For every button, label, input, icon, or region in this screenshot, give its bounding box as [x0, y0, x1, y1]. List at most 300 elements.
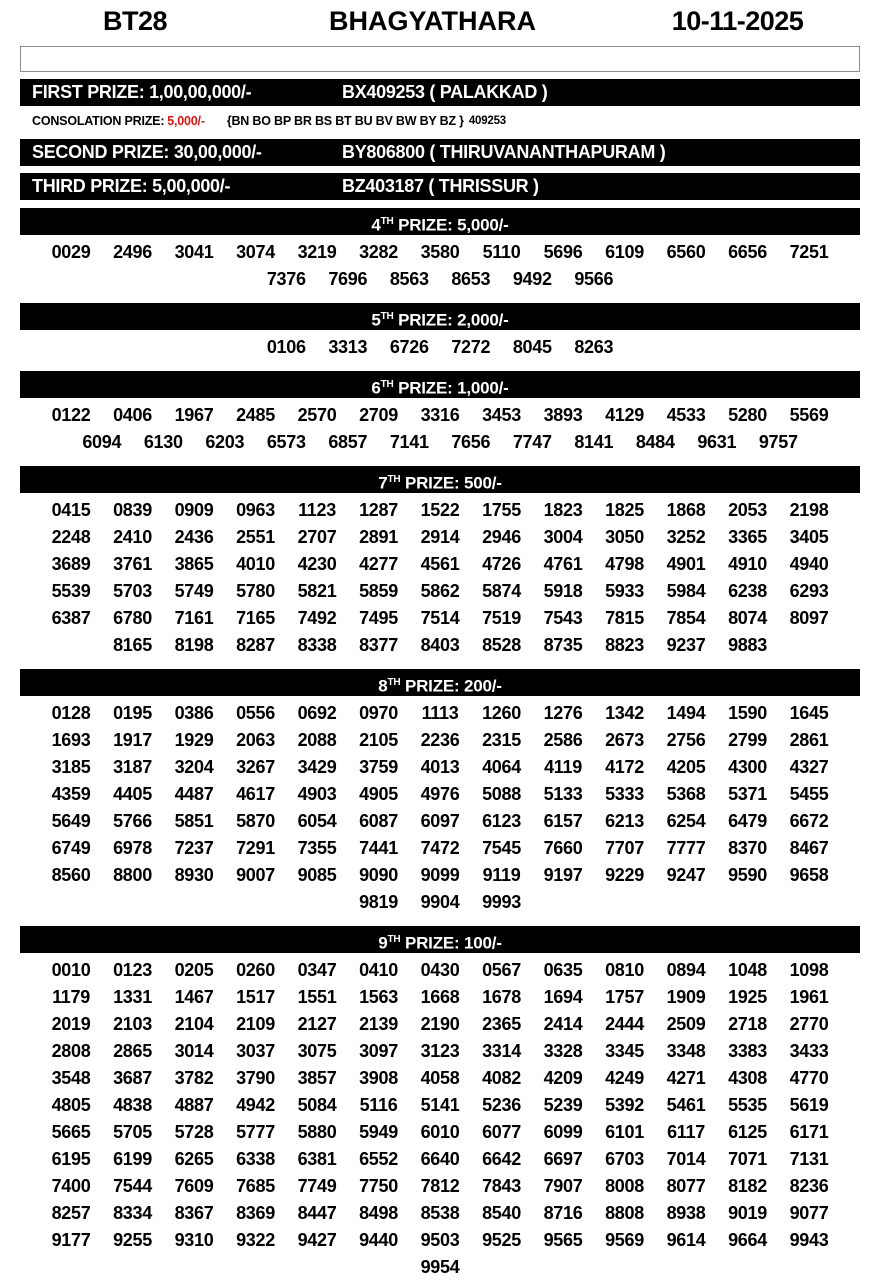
- prize-number: 0839: [113, 500, 152, 520]
- prize-number: 2063: [236, 730, 275, 750]
- prize-number: 5535: [728, 1095, 767, 1115]
- prize-number: 7545: [482, 838, 521, 858]
- prize-ordinal-suffix: TH: [380, 379, 394, 390]
- prize-number: 8182: [728, 1176, 767, 1196]
- prize-number: 1917: [113, 730, 152, 750]
- prize-number: 4209: [543, 1068, 583, 1088]
- prize-number: 1494: [666, 703, 706, 723]
- second-prize-bar: [20, 139, 860, 166]
- prize-number: 3580: [420, 242, 460, 262]
- prize-ordinal-suffix: TH: [387, 474, 401, 485]
- prize-number: 7656: [451, 432, 491, 452]
- prize-number: 1868: [666, 500, 706, 520]
- prize-number: 8808: [605, 1203, 644, 1223]
- prize-number: 0909: [174, 500, 214, 520]
- prize-number: 3548: [51, 1068, 91, 1088]
- prize-number: 2088: [297, 730, 337, 750]
- prize-number: 5780: [236, 581, 275, 601]
- prize-ordinal-suffix: TH: [380, 216, 394, 227]
- prize-section-header-9: [20, 926, 860, 953]
- prize-number: 3187: [113, 757, 152, 777]
- prize-number: 5084: [297, 1095, 337, 1115]
- result-title-row: [20, 0, 860, 44]
- prize-sections: [20, 208, 860, 1283]
- prize-number: 9954: [420, 1257, 460, 1277]
- prize-number: 9757: [758, 432, 798, 452]
- prize-number: 7815: [605, 608, 644, 628]
- prize-number: 6171: [789, 1122, 829, 1142]
- prize-number: 8735: [543, 635, 583, 655]
- prize-number: 3185: [51, 757, 91, 777]
- prize-number: 1823: [543, 500, 583, 520]
- prize-section-header-4: [20, 208, 860, 235]
- prize-number: 8008: [605, 1176, 644, 1196]
- prize-number: 6640: [420, 1149, 460, 1169]
- prize-number: 3865: [174, 554, 214, 574]
- prize-number: 2198: [789, 500, 829, 520]
- prize-number: 1929: [174, 730, 214, 750]
- prize-ordinal: 9: [378, 933, 388, 953]
- prize-number: 7609: [174, 1176, 214, 1196]
- prize-number: 0386: [174, 703, 214, 723]
- prize-number: 4058: [420, 1068, 460, 1088]
- prize-number: 9247: [666, 865, 706, 885]
- prize-number: 6479: [728, 811, 767, 831]
- prize-number: 2127: [297, 1014, 337, 1034]
- prize-section-header-6: [20, 371, 860, 398]
- prize-number: 3429: [297, 757, 337, 777]
- prize-number: 9322: [236, 1230, 275, 1250]
- prize-number: 2673: [605, 730, 644, 750]
- prize-number: 5088: [482, 784, 521, 804]
- prize-number: 9993: [482, 892, 521, 912]
- prize-number: 8257: [51, 1203, 91, 1223]
- prize-number: 3004: [543, 527, 583, 547]
- prize-number: 1551: [297, 987, 337, 1007]
- prize-number: 4798: [605, 554, 644, 574]
- prize-number: 6780: [113, 608, 152, 628]
- prize-number: 4172: [605, 757, 644, 777]
- prize-number: 4942: [236, 1095, 275, 1115]
- prize-number: 6560: [666, 242, 706, 262]
- prize-number-grid-4: [20, 235, 860, 295]
- prize-number: 5777: [236, 1122, 275, 1142]
- first-prize-label: FIRST PRIZE: 1,00,00,000/-: [32, 82, 252, 102]
- consolation-number: 409253: [468, 114, 507, 127]
- prize-number: 7291: [236, 838, 275, 858]
- prize-number: 8370: [728, 838, 767, 858]
- number-row: [20, 889, 860, 916]
- number-row: [20, 524, 860, 551]
- number-row: [20, 754, 860, 781]
- number-row: [20, 808, 860, 835]
- prize-number: 7251: [789, 242, 829, 262]
- prize-number: 6387: [51, 608, 91, 628]
- prize-number: 7685: [236, 1176, 275, 1196]
- prize-number: 9427: [297, 1230, 337, 1250]
- prize-number: 1123: [298, 500, 336, 520]
- prize-number: 6338: [236, 1149, 275, 1169]
- third-prize-ticket: BZ403187 ( THRISSUR ): [342, 176, 539, 196]
- number-row: [20, 835, 860, 862]
- prize-number: 8938: [666, 1203, 706, 1223]
- prize-number: 9590: [728, 865, 767, 885]
- prize-number: 3433: [789, 1041, 829, 1061]
- prize-number: 1331: [113, 987, 152, 1007]
- number-row: [20, 727, 860, 754]
- number-row: [20, 1119, 860, 1146]
- prize-number: 7441: [359, 838, 398, 858]
- prize-number: 7272: [451, 337, 491, 357]
- prize-number: 9440: [359, 1230, 398, 1250]
- prize-number: 6726: [389, 337, 429, 357]
- prize-number: 5880: [297, 1122, 337, 1142]
- prize-number: 5333: [605, 784, 644, 804]
- prize-number: 5665: [51, 1122, 91, 1142]
- prize-number: 9007: [236, 865, 275, 885]
- prize-number: 3075: [297, 1041, 337, 1061]
- prize-ordinal-suffix: TH: [380, 311, 394, 322]
- prize-ordinal: 7: [378, 473, 388, 493]
- prize-number: 9229: [605, 865, 644, 885]
- prize-number: 1590: [728, 703, 767, 723]
- prize-number: 5859: [359, 581, 398, 601]
- prize-number: 8045: [512, 337, 552, 357]
- prize-number: 6573: [266, 432, 306, 452]
- prize-number: 2053: [728, 500, 767, 520]
- prize-number: 0963: [236, 500, 275, 520]
- prize-number: 1757: [605, 987, 644, 1007]
- prize-number: 2019: [51, 1014, 91, 1034]
- number-row: [20, 1038, 860, 1065]
- number-row: [20, 402, 860, 429]
- prize-number: 6238: [728, 581, 767, 601]
- prize-number: 2891: [359, 527, 398, 547]
- consolation-amount: 5,000/-: [167, 113, 205, 128]
- prize-number: 1645: [789, 703, 829, 723]
- number-row: [20, 781, 860, 808]
- prize-ordinal-suffix: TH: [387, 677, 401, 688]
- prize-number: 2756: [666, 730, 706, 750]
- prize-number: 7514: [420, 608, 460, 628]
- prize-number: 5116: [359, 1095, 398, 1115]
- prize-number: 9099: [420, 865, 460, 885]
- prize-number: 8165: [113, 635, 152, 655]
- prize-number: 6087: [359, 811, 398, 831]
- prize-amount-label: PRIZE: 2,000/-: [393, 310, 509, 330]
- prize-ordinal-suffix: TH: [387, 934, 401, 945]
- prize-number: 7495: [359, 608, 398, 628]
- prize-number: 5851: [174, 811, 214, 831]
- prize-number: 2444: [605, 1014, 644, 1034]
- prize-number: 5870: [236, 811, 275, 831]
- prize-number: 8077: [666, 1176, 706, 1196]
- prize-number: 5984: [666, 581, 706, 601]
- prize-number: 8823: [605, 635, 644, 655]
- prize-number: 1113: [421, 703, 459, 723]
- prize-number: 8560: [51, 865, 91, 885]
- prize-number: 4205: [666, 757, 706, 777]
- prize-number: 0556: [236, 703, 275, 723]
- number-row: [20, 551, 860, 578]
- number-row: [20, 957, 860, 984]
- prize-number: 2707: [297, 527, 337, 547]
- number-row: [20, 1200, 860, 1227]
- prize-number: 8287: [236, 635, 275, 655]
- prize-amount-label: PRIZE: 5,000/-: [393, 215, 509, 235]
- prize-number: 2861: [789, 730, 829, 750]
- prize-ordinal: 5: [371, 310, 381, 330]
- prize-number: 0567: [482, 960, 521, 980]
- number-row: [20, 1254, 860, 1281]
- prize-number: 5461: [666, 1095, 706, 1115]
- prize-number: 3383: [728, 1041, 767, 1061]
- prize-number: 8263: [574, 337, 614, 357]
- prize-number: 7749: [297, 1176, 337, 1196]
- prize-number: 9943: [789, 1230, 829, 1250]
- number-row: [20, 1173, 860, 1200]
- notice-box: [20, 46, 860, 72]
- prize-number: 7400: [51, 1176, 91, 1196]
- prize-number: 7472: [420, 838, 460, 858]
- prize-number: 7696: [328, 269, 368, 289]
- prize-number: 0195: [113, 703, 152, 723]
- prize-number: 3316: [420, 405, 460, 425]
- prize-number: 1967: [174, 405, 214, 425]
- prize-number: 2109: [236, 1014, 275, 1034]
- prize-number: 4887: [174, 1095, 214, 1115]
- prize-number: 3219: [297, 242, 337, 262]
- prize-number: 3123: [420, 1041, 460, 1061]
- prize-number: 8447: [297, 1203, 337, 1223]
- prize-number: 5874: [482, 581, 521, 601]
- prize-number: 4230: [297, 554, 337, 574]
- prize-number: 1342: [605, 703, 644, 723]
- prize-number: 1048: [728, 960, 767, 980]
- prize-number: 2414: [543, 1014, 583, 1034]
- prize-number: 3790: [236, 1068, 275, 1088]
- prize-number: 4761: [543, 554, 583, 574]
- number-row: [20, 1011, 860, 1038]
- prize-number: 3782: [174, 1068, 214, 1088]
- prize-number: 7376: [266, 269, 306, 289]
- prize-number: 4805: [51, 1095, 91, 1115]
- prize-number: 3267: [236, 757, 275, 777]
- prize-number: 5371: [728, 784, 767, 804]
- prize-number: 3041: [174, 242, 214, 262]
- prize-number: 9503: [420, 1230, 460, 1250]
- prize-number: 2485: [236, 405, 275, 425]
- prize-number: 8930: [174, 865, 214, 885]
- prize-number: 1694: [543, 987, 583, 1007]
- prize-number: 9177: [51, 1230, 91, 1250]
- prize-number: 3908: [359, 1068, 398, 1088]
- prize-number: 9569: [605, 1230, 644, 1250]
- prize-number: 0894: [666, 960, 706, 980]
- prize-number: 5110: [482, 242, 521, 262]
- prize-number: 3365: [728, 527, 767, 547]
- number-row: [20, 862, 860, 889]
- prize-number: 8540: [482, 1203, 521, 1223]
- prize-number: 5619: [789, 1095, 829, 1115]
- prize-number: 7071: [728, 1149, 767, 1169]
- prize-number: 7843: [482, 1176, 521, 1196]
- prize-number: 5280: [728, 405, 767, 425]
- prize-number: 7355: [297, 838, 337, 858]
- prize-number: 5918: [543, 581, 583, 601]
- prize-number: 8074: [728, 608, 767, 628]
- second-prize-label: SECOND PRIZE: 30,00,000/-: [32, 142, 262, 162]
- prize-number: 7543: [543, 608, 583, 628]
- prize-number: 0410: [359, 960, 398, 980]
- prize-number: 5705: [113, 1122, 152, 1142]
- prize-number: 3761: [113, 554, 152, 574]
- prize-number: 1467: [174, 987, 214, 1007]
- prize-number: 9819: [359, 892, 398, 912]
- prize-number: 9085: [297, 865, 337, 885]
- prize-number: 9310: [174, 1230, 214, 1250]
- prize-number: 7812: [420, 1176, 460, 1196]
- prize-number: 5933: [605, 581, 644, 601]
- prize-number: 3453: [482, 405, 521, 425]
- prize-number: 3687: [113, 1068, 152, 1088]
- prize-number: 3014: [174, 1041, 214, 1061]
- prize-number: 8141: [574, 432, 614, 452]
- prize-number: 5649: [51, 811, 91, 831]
- second-prize-ticket: BY806800 ( THIRUVANANTHAPURAM ): [342, 142, 666, 162]
- prize-number: 2570: [297, 405, 337, 425]
- prize-number: 1909: [666, 987, 706, 1007]
- prize-number: 2865: [113, 1041, 152, 1061]
- prize-section-header-8: [20, 669, 860, 696]
- prize-number: 8716: [543, 1203, 583, 1223]
- prize-number: 3857: [297, 1068, 337, 1088]
- prize-number: 6109: [605, 242, 644, 262]
- prize-number: 8338: [297, 635, 337, 655]
- prize-number: 7492: [297, 608, 337, 628]
- prize-number: 1668: [420, 987, 460, 1007]
- number-row: [20, 1092, 860, 1119]
- prize-number: 3759: [359, 757, 398, 777]
- prize-number: 4726: [482, 554, 521, 574]
- prize-number: 2509: [666, 1014, 706, 1034]
- prize-number: 3405: [789, 527, 829, 547]
- prize-number: 7707: [605, 838, 644, 858]
- prize-number-grid-9: [20, 953, 860, 1283]
- prize-number: 9077: [789, 1203, 829, 1223]
- number-row: [20, 334, 860, 361]
- prize-number: 2436: [174, 527, 214, 547]
- prize-number: 0347: [297, 960, 337, 980]
- prize-number: 4901: [666, 554, 706, 574]
- prize-number: 4013: [420, 757, 460, 777]
- prize-number: 2718: [728, 1014, 767, 1034]
- prize-number: 4119: [544, 757, 582, 777]
- prize-number: 7131: [789, 1149, 829, 1169]
- number-row: [20, 239, 860, 266]
- prize-number: 8563: [389, 269, 429, 289]
- prize-number: 4129: [605, 405, 644, 425]
- prize-number: 0970: [359, 703, 398, 723]
- prize-number: 1260: [482, 703, 521, 723]
- prize-number: 7519: [482, 608, 521, 628]
- prize-number: 6672: [789, 811, 829, 831]
- prize-number: 3282: [359, 242, 398, 262]
- number-row: [20, 605, 860, 632]
- prize-number: 7544: [113, 1176, 152, 1196]
- consolation-series: {BN BO BP BR BS BT BU BV BW BY BZ }: [226, 113, 464, 128]
- prize-number: 1098: [789, 960, 829, 980]
- prize-number-grid-6: [20, 398, 860, 458]
- prize-number: 1287: [359, 500, 398, 520]
- prize-number: 7161: [174, 608, 214, 628]
- prize-number: 5392: [605, 1095, 644, 1115]
- prize-number: 2799: [728, 730, 767, 750]
- consolation-prize-row: [20, 109, 860, 132]
- prize-number: 4838: [113, 1095, 152, 1115]
- prize-number: 4905: [359, 784, 398, 804]
- prize-number: 5455: [789, 784, 829, 804]
- prize-number: 4617: [236, 784, 275, 804]
- prize-number: 5696: [543, 242, 583, 262]
- prize-number: 3345: [605, 1041, 644, 1061]
- prize-amount-label: PRIZE: 200/-: [400, 676, 502, 696]
- prize-number: 4082: [482, 1068, 521, 1088]
- number-row: [20, 578, 860, 605]
- prize-number: 4010: [236, 554, 275, 574]
- number-row: [20, 632, 860, 659]
- prize-amount-label: PRIZE: 1,000/-: [393, 378, 509, 398]
- prize-ordinal: 6: [371, 378, 381, 398]
- prize-number: 0106: [266, 337, 306, 357]
- prize-number: 6094: [82, 432, 122, 452]
- prize-number: 9237: [666, 635, 706, 655]
- prize-number: 4327: [789, 757, 829, 777]
- prize-number: 0123: [113, 960, 152, 980]
- prize-number: 8538: [420, 1203, 460, 1223]
- prize-number: 5569: [789, 405, 829, 425]
- prize-number: 0205: [174, 960, 214, 980]
- prize-number: 6857: [328, 432, 368, 452]
- prize-number: 4561: [420, 554, 460, 574]
- prize-number: 9197: [543, 865, 583, 885]
- prize-number: 5821: [297, 581, 337, 601]
- prize-number: 1825: [605, 500, 644, 520]
- number-row: [20, 266, 860, 293]
- prize-number: 5766: [113, 811, 152, 831]
- prize-amount-label: PRIZE: 500/-: [400, 473, 502, 493]
- first-prize-bar: [20, 79, 860, 106]
- prize-number: 1517: [236, 987, 275, 1007]
- third-prize-label: THIRD PRIZE: 5,00,000/-: [32, 176, 231, 196]
- prize-number: 1693: [51, 730, 91, 750]
- prize-number: 2808: [51, 1041, 91, 1061]
- prize-number: 6656: [728, 242, 767, 262]
- prize-number: 5749: [174, 581, 214, 601]
- prize-number: 6010: [420, 1122, 460, 1142]
- prize-number: 3037: [236, 1041, 275, 1061]
- number-row: [20, 497, 860, 524]
- prize-number: 6101: [605, 1122, 644, 1142]
- prize-number: 7854: [666, 608, 706, 628]
- prize-number-grid-8: [20, 696, 860, 918]
- prize-number: 6749: [51, 838, 91, 858]
- prize-number: 4487: [174, 784, 214, 804]
- prize-number: 3050: [605, 527, 644, 547]
- prize-number: 9090: [359, 865, 398, 885]
- prize-number: 2139: [359, 1014, 398, 1034]
- prize-number: 2586: [543, 730, 583, 750]
